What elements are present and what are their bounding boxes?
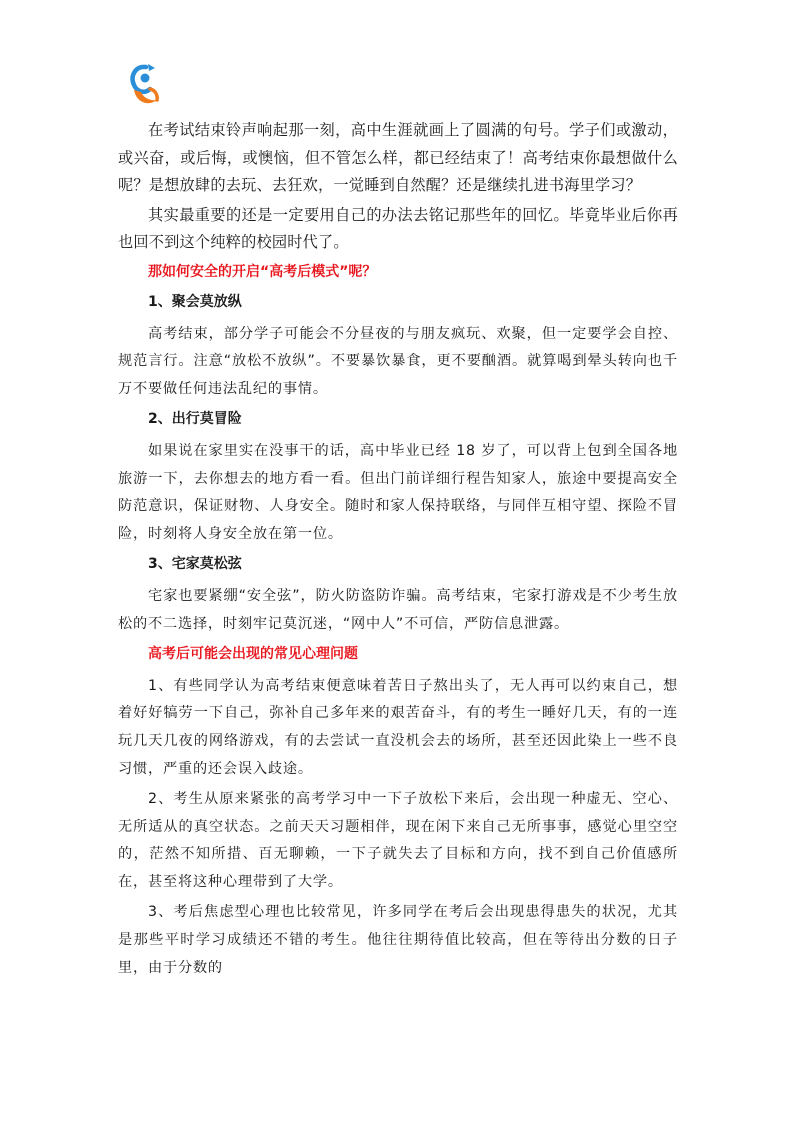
section-heading-safety: 那如何安全的开启“高考后模式”呢？: [148, 263, 377, 280]
intro-paragraph-2: 其实最重要的还是一定要用自己的办法去铭记那些年的回忆。毕竟毕业后你再也回不到这个纯粹的校园时代了。: [118, 205, 678, 251]
psychology-paragraph-3: 3、考后焦虑型心理也比较常见，许多同学在考后会出现患得患失的状况，尤其是那些平时学习成绩还不错的考生。他往往期待值比较高，但在等待出分数的日子里，由于分数的: [118, 904, 678, 976]
item-heading-1: 1、聚会莫放纵: [148, 293, 242, 310]
section-heading-psychology: 高考后可能会出现的常见心理问题: [148, 645, 358, 662]
psychology-paragraph-2: 2、考生从原来紧张的高考学习中一下子放松下来后，会出现一种虚无、空心、无所适从的真空状态。之前天天习题相伴，现在闲下来自己无所事事，感觉心里空空的，茫然不知所措、百无聊赖，一下子就失去了目标和方向，找不到自己价值感所在，甚至将这种心理带到了大学。: [118, 790, 678, 891]
item-paragraph-1: 高考结束，部分学子可能会不分昼夜的与朋友疯玩、欢聚，但一定要学会自控、规范言行。注意“放松不放纵”。不要暴饮暴食，更不要酗酒。就算喝到晕头转向也千万不要做任何违法乱纪的事情。: [118, 325, 678, 398]
article-body: [118, 117, 678, 984]
intro-paragraph-1: 在考试结束铃声响起那一刻，高中生涯就画上了圆满的句号。学子们或激动，或兴奋，或后悔，或懊恼，但不管怎么样，都已经结束了！高考结束你最想做什么呢？是想放肆的去玩、去狂欢，一觉睡到自然醒？还是继续扎进书海里学习？: [118, 121, 678, 194]
psychology-paragraph-1: 1、有些同学认为高考结束便意味着苦日子熬出头了，无人再可以约束自己，想着好好犒劳一下自己，弥补自己多年来的艰苦奋斗，有的考生一睡好几天，有的一连玩几天几夜的网络游戏，有的去尝试一直没机会去的场所，甚至还因此染上一些不良习惯，严重的还会误入歧途。: [118, 677, 678, 778]
item-heading-2: 2、出行莫冒险: [148, 410, 242, 427]
item-paragraph-2: 如果说在家里实在没事干的话，高中毕业已经 18 岁了，可以背上包到全国各地旅游一下，去你想去的地方看一看。但出门前详细行程告知家人，旅途中要提高安全防范意识，保证财物、人身安全。随时和家人保持联络，与同伴互相守望、探险不冒险，时刻将人身安全放在第一位。: [118, 442, 678, 543]
logo-icon: [128, 62, 162, 110]
item-paragraph-3: 宅家也要紧绷“安全弦”，防火防盗防诈骗。高考结束，宅家打游戏是不少考生放松的不二选择，时刻牢记莫沉迷，“网中人”不可信，严防信息泄露。: [118, 588, 678, 632]
item-heading-3: 3、宅家莫松弦: [148, 556, 242, 573]
